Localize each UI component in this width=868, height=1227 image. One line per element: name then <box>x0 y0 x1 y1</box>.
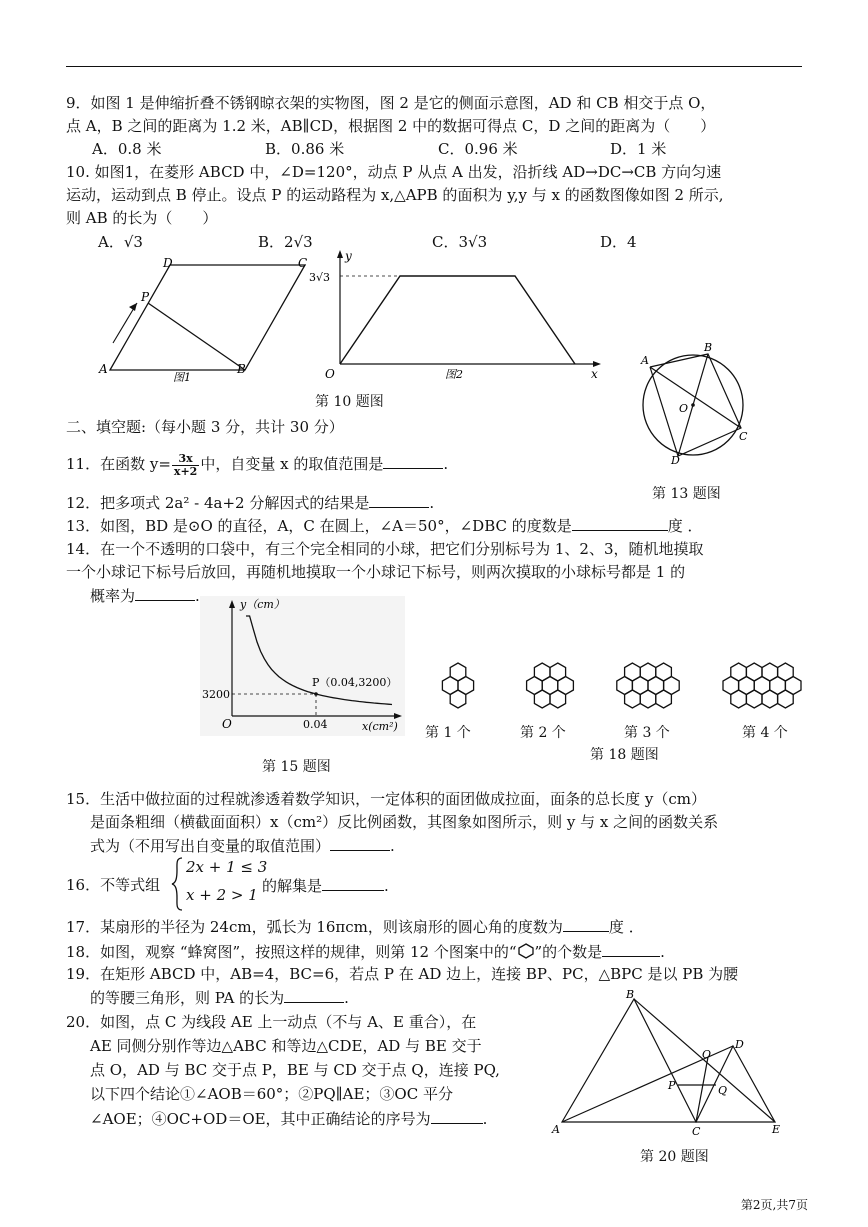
q11-suffix: 中，自变量 x 的取值范围是 <box>200 455 384 473</box>
point-p <box>314 692 318 696</box>
label-e: E <box>772 1123 781 1136</box>
segment-oc <box>696 1057 708 1122</box>
label-d: D <box>735 1038 744 1051</box>
q10-rhombus-figure <box>95 255 315 385</box>
label-a: A <box>641 354 649 367</box>
q17-line <box>66 915 644 938</box>
fig2-caption: 图2 <box>445 368 463 381</box>
q10-line2: 运动，运动到点 B 停止。设点 P 的运动路程为 x,△APB 的面积为 y,y 与 x 的函数图像如图 2 所示, <box>66 186 724 204</box>
honeycomb-2-cell <box>534 690 550 708</box>
x-tick: 0.04 <box>303 718 328 731</box>
y-axis-label: y（cm） <box>240 598 285 611</box>
q18-suffix: ”的个数是 <box>534 943 603 961</box>
q12-line: 12．把多项式 2a² - 4a+2 分解因式的结果是 . <box>66 491 434 514</box>
q20-triangles-figure <box>550 988 790 1138</box>
honeycomb-label-1: 第 1 个 <box>425 725 471 741</box>
q20-text: ∠AOE；④OC+OD＝OE，其中正确结论的序号为 <box>90 1110 431 1128</box>
q19-text: 的等腰三角形，则 PA 的长为 <box>90 989 285 1007</box>
fig1-caption: 图1 <box>173 371 191 384</box>
q10-option-a: A．√3 <box>98 233 143 251</box>
origin-label: O <box>222 717 232 731</box>
q9-option-b: B．0.86 米 <box>265 140 345 158</box>
label-o: O <box>702 1048 712 1061</box>
q10-line3: 则 AB 的长为（ ） <box>66 209 218 227</box>
label-q: Q <box>718 1084 728 1097</box>
honeycomb-3-cell <box>625 690 641 708</box>
q11-numerator: 3x <box>172 453 199 466</box>
origin-label: O <box>325 367 335 381</box>
honeycomb-label-3: 第 3 个 <box>624 725 670 741</box>
section-heading: 二、填空题:（每小题 3 分，共计 30 分） <box>66 418 344 436</box>
q13-unit: 度 ． <box>667 517 703 535</box>
label-c: C <box>692 1125 701 1138</box>
label-c: C <box>298 256 308 270</box>
q16-inequality-1: 2x + 1 ≤ 3 <box>186 858 268 876</box>
q17-answer-blank[interactable] <box>563 915 609 932</box>
q11-line: 11．在函数 y= $\frac{3x}{x+2}$ 中，自变量 x 的取值范围是 . <box>66 451 449 478</box>
honeycomb-label-4: 第 4 个 <box>742 725 788 741</box>
honeycomb-1-cell <box>450 690 466 708</box>
q9-line1: 9．如图 1 是伸缩折叠不锈钢晾衣架的实物图，图 2 是它的侧面示意图，AD 和 CB 相交于点 O， <box>66 94 716 112</box>
q18-line: 18．如图，观察 “蜂窝图”，按照这样的规律，则第 12 个图案中的“ ”的个数是 . <box>66 940 665 963</box>
q15-line3: 式为（不用写出自变量的取值范围） . <box>90 834 395 857</box>
y-axis-arrow <box>337 250 343 258</box>
q15-answer-blank[interactable] <box>330 834 390 851</box>
honeycomb-4-cell <box>731 690 747 708</box>
q19-line1: 19．在矩形 ABCD 中，AB=4，BC=6，若点 P 在 AD 边上，连接 BP、PC，△BPC 是以 PB 为腰 <box>66 965 739 983</box>
q16-suffix: 的解集是 <box>262 877 323 895</box>
rhombus-shape <box>110 265 305 370</box>
label-c: C <box>739 430 748 443</box>
q11-prefix: 11．在函数 y= <box>66 455 171 473</box>
q16-prefix: 16．不等式组 <box>66 876 161 894</box>
q17-text: 17．某扇形的半径为 24cm，弧长为 16πcm，则该扇形的圆心角的度数为 <box>66 918 563 936</box>
label-a: A <box>552 1123 560 1136</box>
q15-text: 式为（不用写出自变量的取值范围） <box>90 837 331 855</box>
q10-option-b: B．2√3 <box>258 233 313 251</box>
q18-answer-blank[interactable] <box>602 940 660 957</box>
y-label: y <box>345 249 352 263</box>
q14-line1: 14．在一个不透明的口袋中，有三个完全相同的小球，把它们分别标号为 1、2、3，随机地摸取 <box>66 540 704 558</box>
q11-answer-blank[interactable] <box>383 452 443 469</box>
q13-figure-caption: 第 13 题图 <box>652 486 721 502</box>
q14-answer-blank[interactable] <box>135 584 195 601</box>
label-b: B <box>237 362 246 376</box>
q10-function-graph <box>305 248 605 383</box>
honeycomb-4-cell <box>762 690 778 708</box>
label-p: P <box>668 1079 676 1092</box>
q13-circle-figure <box>638 340 748 465</box>
q16-answer-blank[interactable] <box>322 874 384 891</box>
x-axis-label: x(cm²) <box>362 720 398 733</box>
q9-option-d: D．1 米 <box>610 140 667 158</box>
q15-graph <box>200 596 405 736</box>
q10-option-d: D．4 <box>600 233 637 251</box>
x-label: x <box>591 367 598 381</box>
y-tick: 3200 <box>202 688 230 701</box>
label-d: D <box>671 454 680 465</box>
q20-line4: 以下四个结论①∠AOB＝60°；②PQ∥AE；③OC 平分 <box>90 1085 453 1103</box>
brace-icon <box>170 856 184 912</box>
q14-text: 概率为 <box>90 587 136 605</box>
q15-figure-caption: 第 15 题图 <box>262 759 331 775</box>
q19-line2: 的等腰三角形，则 PA 的长为 . <box>90 986 349 1009</box>
honeycomb-4-cell <box>778 690 794 708</box>
q17-unit: 度 ． <box>608 918 644 936</box>
label-o: O <box>679 402 689 415</box>
honeycomb-2-cell <box>550 690 566 708</box>
q19-answer-blank[interactable] <box>284 986 344 1003</box>
q10-line1: 10. 如图1，在菱形 ABCD 中，∠D=120°，动点 P 从点 A 出发，沿折线 AD→DC→CB 方向匀速 <box>66 163 722 181</box>
q20-answer-blank[interactable] <box>431 1107 483 1124</box>
honeycomb-3-cell <box>656 690 672 708</box>
label-d: D <box>163 256 173 270</box>
label-b: B <box>626 988 635 1001</box>
q20-line2: AE 同侧分别作等边△ABC 和等边△CDE，AD 与 BE 交于 <box>90 1037 482 1055</box>
graph-line <box>340 276 575 364</box>
q20-line5: ∠AOE；④OC+OD＝OE，其中正确结论的序号为 . <box>90 1107 487 1130</box>
point-label: P（0.04,3200） <box>312 676 398 689</box>
q16-tail: 的解集是 . <box>262 874 389 897</box>
q15-line1: 15．生活中做拉面的过程就渗透着数学知识，一定体积的面团做成拉面，面条的总长度 y（cm） <box>66 790 706 808</box>
header-rule <box>66 66 802 67</box>
label-b: B <box>704 341 713 354</box>
q12-text: 12．把多项式 2a² - 4a+2 分解因式的结果是 <box>66 494 370 512</box>
honeycomb-label-2: 第 2 个 <box>520 725 566 741</box>
triangle-abc <box>562 999 696 1122</box>
label-a: A <box>99 362 108 376</box>
q18-prefix: 18．如图，观察 “蜂窝图”，按照这样的规律，则第 12 个图案中的“ <box>66 943 517 961</box>
q11-denominator: x+2 <box>173 464 198 478</box>
q9-option-c: C．0.96 米 <box>438 140 518 158</box>
segment-pb <box>148 303 245 370</box>
q9-option-a: A．0.8 米 <box>92 140 162 158</box>
center-dot <box>691 403 695 407</box>
y-tick: 3√3 <box>309 271 331 284</box>
q20-line1: 20．如图，点 C 为线段 AE 上一动点（不与 A、E 重合），在 <box>66 1013 477 1031</box>
q10-figure-caption: 第 10 题图 <box>315 394 384 410</box>
q13-line <box>66 514 703 537</box>
q13-text: 13．如图，BD 是⊙O 的直径，A，C 在圆上，∠A＝50°，∠DBC 的度数是 <box>66 517 572 535</box>
q9-line2: 点 A，B 之间的距离为 1.2 米，AB∥CD，根据图 2 中的数据可得点 C，D 之间的距离为（ ） <box>66 117 716 135</box>
q11-fraction <box>172 453 199 478</box>
q14-line3: 概率为 . <box>90 584 200 607</box>
honeycomb-3-cell <box>640 690 656 708</box>
figure-background <box>200 596 405 736</box>
q18-figure-caption: 第 18 题图 <box>590 747 659 763</box>
honeycomb-4-cell <box>746 690 762 708</box>
q14-line2: 一个小球记下标号后放回，再随机地摸取一个小球记下标号，则两次摸取的小球标号都是 1 的 <box>66 563 686 581</box>
q20-figure-caption: 第 20 题图 <box>640 1149 709 1165</box>
q16-inequality-2: x + 2 > 1 <box>186 886 258 904</box>
q13-answer-blank[interactable] <box>572 514 668 531</box>
q15-line2: 是面条粗细（横截面面积）x（cm²）反比例函数，其图象如图所示，则 y 与 x 之间的函数关系 <box>90 813 719 831</box>
label-p: P <box>141 290 150 304</box>
hexagon-icon <box>517 943 535 959</box>
page-number: 第2页,共7页 <box>740 1198 808 1212</box>
q10-option-c: C．3√3 <box>432 233 488 251</box>
q12-answer-blank[interactable] <box>369 491 429 508</box>
q20-line3: 点 O，AD 与 BC 交于点 P，BE 与 CD 交于点 Q，连接 PQ, <box>90 1061 500 1079</box>
